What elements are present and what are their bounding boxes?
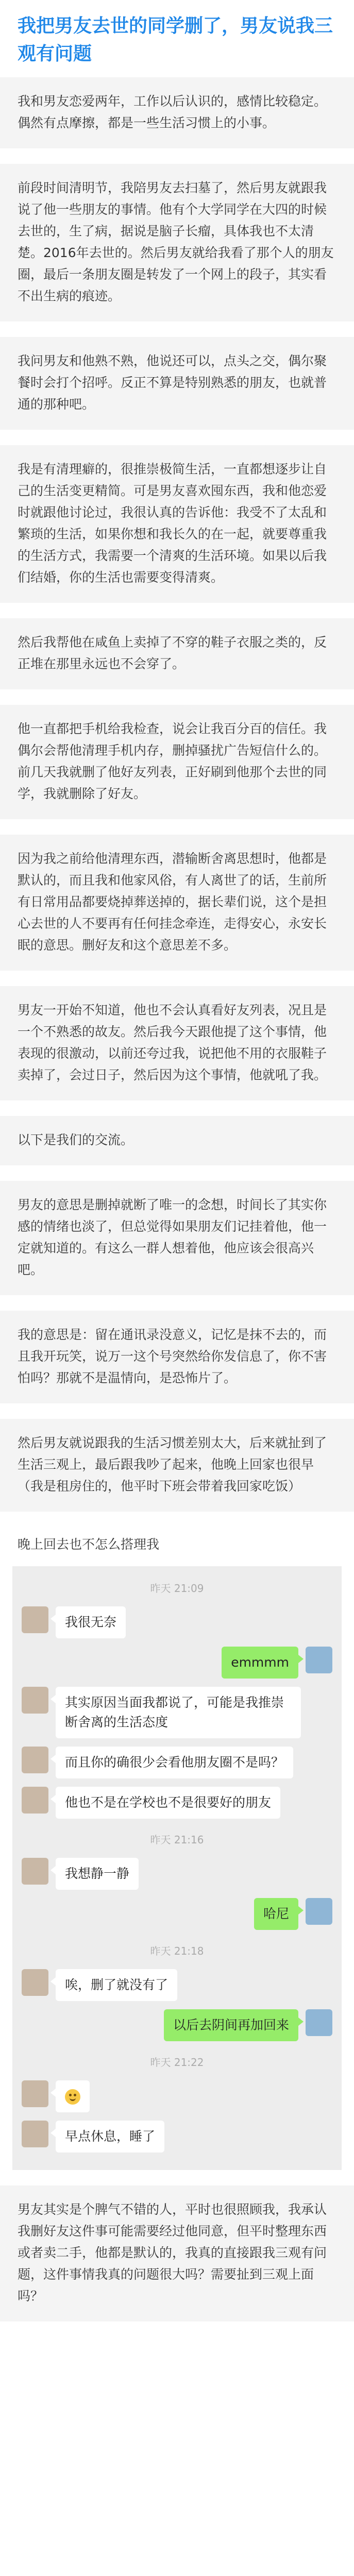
chat-bubble[interactable]: emmmm [222,1647,298,1679]
chat-bubble[interactable]: 以后去阴间再加回来 [164,2009,298,2041]
chat-bubble[interactable]: 我想静一静 [56,1858,139,1890]
chat-bubble[interactable]: 而且你的确很少会看他朋友圈不是吗？ [56,1747,293,1778]
chat-bubble[interactable]: 我很无奈 [56,1606,126,1638]
paragraph-card: 我问男友和他熟不熟，他说还可以，点头之交，偶尔聚餐时会打个招呼。反正不算是特别熟悉的朋友，也就普通的那种吧。 [0,337,354,430]
paragraph-card: 前段时间清明节，我陪男友去扫墓了，然后男友就跟我说了他一些朋友的事情。他有个大学同学在大四的时候去世的，生了病，据说是脑子长瘤，具体我也不太清楚。2016年去世的。然后男友就给我看了那个人的朋友圈，最后一条朋友圈是转发了一个网上的段子，其实看不出生病的痕迹。 [0,164,354,321]
paragraph-card: 他一直都把手机给我检查，说会让我百分百的信任。我偶尔会帮他清理手机内存，删掉骚扰广告短信什么的。前几天我就删了他好友列表，正好刷到他那个去世的同学，我就删除了好友。 [0,705,354,819]
paragraph-card: 我的意思是：留在通讯录没意义，记忆是抹不去的，而且我开玩笑，说万一这个号突然给你发信息了，你不害怕吗？那就不是温情向，是恐怖片了。 [0,1311,354,1403]
chat-bubble[interactable]: 他也不是在学校也不是很要好的朋友 [56,1787,280,1819]
avatar[interactable] [306,1898,332,1925]
chat-timestamp: 昨天 21:16 [150,1834,204,1846]
avatar[interactable] [22,1969,48,1996]
chat-screenshot [12,1566,342,2170]
avatar[interactable] [22,1606,48,1633]
chat-message-row [12,1602,342,1642]
chat-bubble[interactable]: 其实原因当面我都说了，可能是我推崇断舍离的生活态度 [56,1687,301,1738]
closing-paragraph: 男友其实是个脾气不错的人，平时也很照顾我，我承认我删好友这件事可能需要经过他同意，但平时整理东西或者卖二手，他都是默认的，我真的直接跟我三观有问题，这件事情我真的问题很大吗？需要扯到三观上面吗？ [0,2185,354,2321]
paragraph-card: 我是有清理癖的，很推崇极简生活，一直都想逐步让自己的生活变更精简。可是男友喜欢囤东西，我和他恋爱时就跟他讨论过，我很认真的告诉他：我受不了太乱和繁琐的生活，如果你想和我长久的在一起，就要尊重我的生活方式，我需要一个清爽的生活环境。如果以后我们结婚，你的生活也需要变得清爽。 [0,445,354,603]
chat-message-row [12,2116,342,2157]
avatar[interactable] [22,1858,48,1885]
avatar[interactable] [22,1787,48,1814]
paragraph-card: 我和男友恋爱两年，工作以后认识的，感情比较稳定。偶然有点摩擦，都是一些生活习惯上的小事。 [0,77,354,148]
paragraph-card: 然后我帮他在咸鱼上卖掉了不穿的鞋子衣服之类的，反正堆在那里永远也不会穿了。 [0,618,354,689]
chat-message-row [12,1683,342,1742]
avatar[interactable] [22,2080,48,2107]
smile-emoji-icon [65,2089,80,2105]
chat-message-row [12,1642,342,1683]
chat-message-row [12,1894,342,1934]
chat-message-row [12,2076,342,2116]
avatar[interactable] [22,1687,48,1714]
chat-bubble[interactable]: 唉，删了就没有了 [56,1969,177,2001]
avatar[interactable] [306,2009,332,2036]
chat-bubble[interactable] [56,2080,90,2112]
chat-message-row [12,1783,342,1823]
chat-message-row [12,1965,342,2005]
paragraph-card: 男友的意思是删掉就断了唯一的念想，时间长了其实你感的情绪也淡了，但总觉得如果朋友们记挂着他，他一定就知道的。有这么一群人想着他，他应该会很高兴吧。 [0,1181,354,1295]
chat-timestamp: 昨天 21:18 [150,1945,204,1957]
paragraph-card: 然后男友就说跟我的生活习惯差别太大，后来就扯到了生活三观上，最后跟我吵了起来，他晚上回家也很早（我是租房住的，他平时下班会带着我回家吃饭） [0,1419,354,1512]
chat-timestamp: 昨天 21:22 [150,2056,204,2069]
chat-bubble[interactable]: 哈尼 [254,1898,298,1930]
chat-message-row [12,1742,342,1783]
avatar[interactable] [306,1647,332,1673]
avatar[interactable] [22,1747,48,1773]
title-block [0,0,354,77]
chat-message-row [12,1854,342,1894]
paragraph-card: 因为我之前给他清理东西，潜输断舍离思想时，他都是默认的，而且我和他家风俗，有人离世了的话，生前所有日常用品都要烧掉葬送掉的，据长辈们说，这个是担心去世的人不要再有任何挂念牵连，走得安心，永安长眠的意思。删好友和这个意思差不多。 [0,835,354,971]
paragraph-card: 男友一开始不知道，他也不会认真看好友列表，况且是一个不熟悉的故友。然后我今天跟他提了这个事情，他表现的很激动，以前还夸过我，说把他不用的衣服鞋子卖掉了，会过日子，然后因为这个事情，他就吼了我。 [0,986,354,1100]
article-title: 我把男友去世的同学删了，男友说我三观有问题 [18,15,333,64]
chat-bubble[interactable]: 早点休息，睡了 [56,2121,164,2153]
chat-intro-text: 晚上回去也不怎么搭理我 [18,1537,160,1552]
paragraph-card: 以下是我们的交流。 [0,1116,354,1165]
chat-message-row [12,2005,342,2045]
chat-timestamp: 昨天 21:09 [150,1582,204,1595]
avatar[interactable] [22,2121,48,2147]
